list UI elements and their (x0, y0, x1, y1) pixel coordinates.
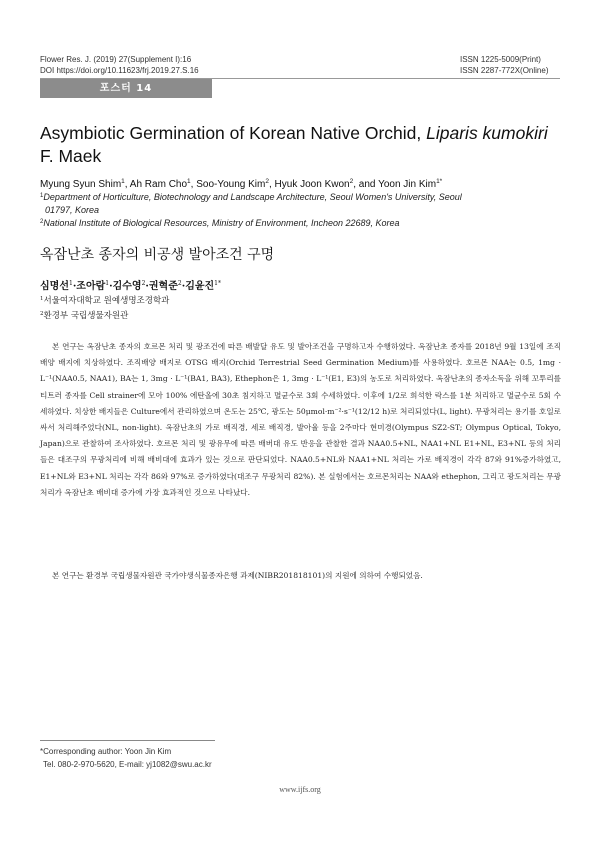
affiliation-ko-1 (40, 293, 169, 308)
title-main: Asymbiotic Germination of Korean Native Orchid, (40, 123, 427, 143)
title-species: Liparis kumokiri (426, 123, 548, 143)
author-en-separator: , (190, 179, 197, 190)
affiliations-korean (40, 293, 169, 322)
affiliation-1-cont: 01797, Korea (45, 204, 100, 215)
author-ko-separator: · (145, 281, 149, 292)
affiliation-2-text: National Institute of Biological Resources, Ministry of Environment, Incheon 22689, Korea (43, 218, 400, 228)
affiliation-ko-2 (40, 308, 169, 323)
affiliation-ko-2-marker: 2 (40, 310, 44, 317)
affiliations-english (40, 190, 565, 230)
acknowledgment: 본 연구는 환경부 국립생물자원관 국가야생식물종자은행 과제(NIBR201818101)의 지원에 의하여 수행되었음. (52, 571, 423, 580)
journal-website[interactable]: www.ijfs.org (279, 785, 321, 794)
issn-print: ISSN 1225-5009(Print) (460, 55, 541, 64)
doi-line[interactable]: DOI https://doi.org/10.11623/frj.2019.27.S.16 (40, 66, 199, 75)
author-en-separator: , (124, 179, 130, 190)
corresponding-contact[interactable]: Tel. 080-2-970-5620, E-mail: yj1082@swu.ac.kr (43, 759, 212, 769)
author-ko-affiliation-marker: 1 (105, 280, 110, 287)
author-ko-name: 심명선 (40, 281, 69, 292)
corresponding-footnote (40, 746, 212, 771)
author-ko-separator: · (109, 281, 113, 292)
affiliation-1-marker: 1 (40, 193, 44, 199)
paper-title-english (40, 122, 570, 168)
author-en-name: Ah Ram Cho (129, 179, 188, 190)
affiliation-ko-2-text: 환경부 국립생물자원관 (43, 310, 129, 321)
journal-line: Flower Res. J. (2019) 27(Supplement I):16 (40, 55, 192, 64)
author-ko-separator: · (72, 281, 77, 292)
affiliation-2 (40, 216, 565, 230)
author-en-name: Hyuk Joon Kwon (274, 179, 350, 190)
author-ko-name: 김수영 (112, 281, 142, 292)
title-authority: F. Maek (40, 146, 102, 166)
author-en-separator: , (268, 179, 275, 190)
affiliation-1 (40, 190, 565, 204)
abstract-body: 본 연구는 옥잠난초 종자의 호르몬 처리 및 광조건에 따른 배발달 유도 및 발아조건을 구명하고자 수행하였다. 옥잠난초 종자를 2018년 9월 13일에 조직배양 배지에 치상하였다. 조직배양 배지로 OTSG 배지(Orchid Terrestrial Seed Germination Medium)를 사용하였다. 호르몬 NAA는 0.5, 1mg · L⁻¹(NAA0.5, NAA1), BA는 1, 3mg · L⁻¹(BA1, BA3), Ethephon은 1, 3mg · L⁻¹(E1, E3)의 농도로 처리하였다. 옥잠난초의 종자소독을 위해 꼬투리를 티트러 종자를 Cell strainer에 모아 100% 에탄올에 30초 침지하고 멸균수로 3회 수세하였다. 이후에 1/2로 희석한 락스를 1분 처리하고 멸균수로 5회 수세하였다. 치상한 배지들은 Culture에서 관리하였으며 온도는 25℃, 광도는 50μmol·m⁻²·s⁻¹(12/12 h)로 처리되었다(L, light). 무광처리는 용기를 호일로 싸서 처리해주었다(NL, non-light). 옥잠난초의 가로 배직경, 세로 배직경, 발아율 등을 2주마다 현미경(Olympus SZ2-ST; Olympus Optical, Tokyo, Japan)으로 관찰하여 조사하였다. 호르몬 처리 및 광유무에 따른 배버대 유도 반응을 관찰한 결과 NAA0.5+NL, NAA1+NL E1+NL, E3+NL 등의 처리들은 대조구의 무광처리에 비해 배비대에 효과가 있는 것으로 판단되었다. NAA0.5+NL와 NAA1+NL 처리는 가로 배직경이 각각 87와 91%증가하였고, E1+NL와 E3+NL 처리는 각각 86와 97%로 증가하였다(대조구 무광처리 82%). 본 실험에서는 호르몬처리는 NAA와 ethephon, 그리고 광도처리는 무광처리가 옥잠난초 배비대 증가에 가장 효과적인 것으로 나타났다. (40, 342, 561, 497)
journal-citation (40, 54, 199, 76)
author-en-affiliation-marker: 1* (436, 178, 443, 185)
paper-title-korean: 옥잠난초 종자의 비공생 발아조건 구명 (40, 247, 275, 263)
author-en-name: Myung Syun Shim (40, 179, 122, 190)
affiliation-1-text: Department of Horticulture, Biotechnology and Landscape Architecture, Seoul Women's University, Seoul (43, 192, 462, 202)
author-en-name: Yoon Jin Kim (378, 179, 437, 190)
author-en-separator: , and (353, 179, 379, 190)
issn-online: ISSN 2287-772X(Online) (460, 66, 549, 75)
author-list-korean (40, 277, 221, 294)
author-en-affiliation-marker: 2 (265, 178, 269, 185)
affiliation-ko-1-marker: 1 (40, 296, 44, 302)
author-ko-affiliation-marker: 1 (68, 280, 73, 287)
section-tab: 포스터 14 (40, 79, 212, 98)
author-en-name: Soo-Young Kim (196, 179, 266, 190)
author-en-affiliation-marker: 1 (121, 178, 125, 185)
author-en-affiliation-marker: 2 (349, 178, 354, 185)
affiliation-ko-1-text: 서울여자대학교 원예생명조경학과 (43, 296, 170, 306)
author-ko-name: 권혁준 (148, 281, 178, 292)
corresponding-author: *Corresponding author: Yoon Jin Kim (40, 747, 172, 756)
author-ko-name: 김윤진 (185, 281, 215, 292)
footnote-divider (40, 740, 215, 741)
author-ko-separator: · (181, 281, 186, 292)
issn-block (460, 54, 560, 76)
affiliation-2-marker: 2 (40, 219, 44, 225)
author-en-affiliation-marker: 1 (187, 178, 191, 185)
author-ko-affiliation-marker: 2 (177, 280, 182, 287)
author-ko-affiliation-marker: 1* (214, 280, 221, 287)
author-ko-affiliation-marker: 2 (141, 280, 146, 287)
author-ko-name: 조아람 (76, 281, 106, 292)
